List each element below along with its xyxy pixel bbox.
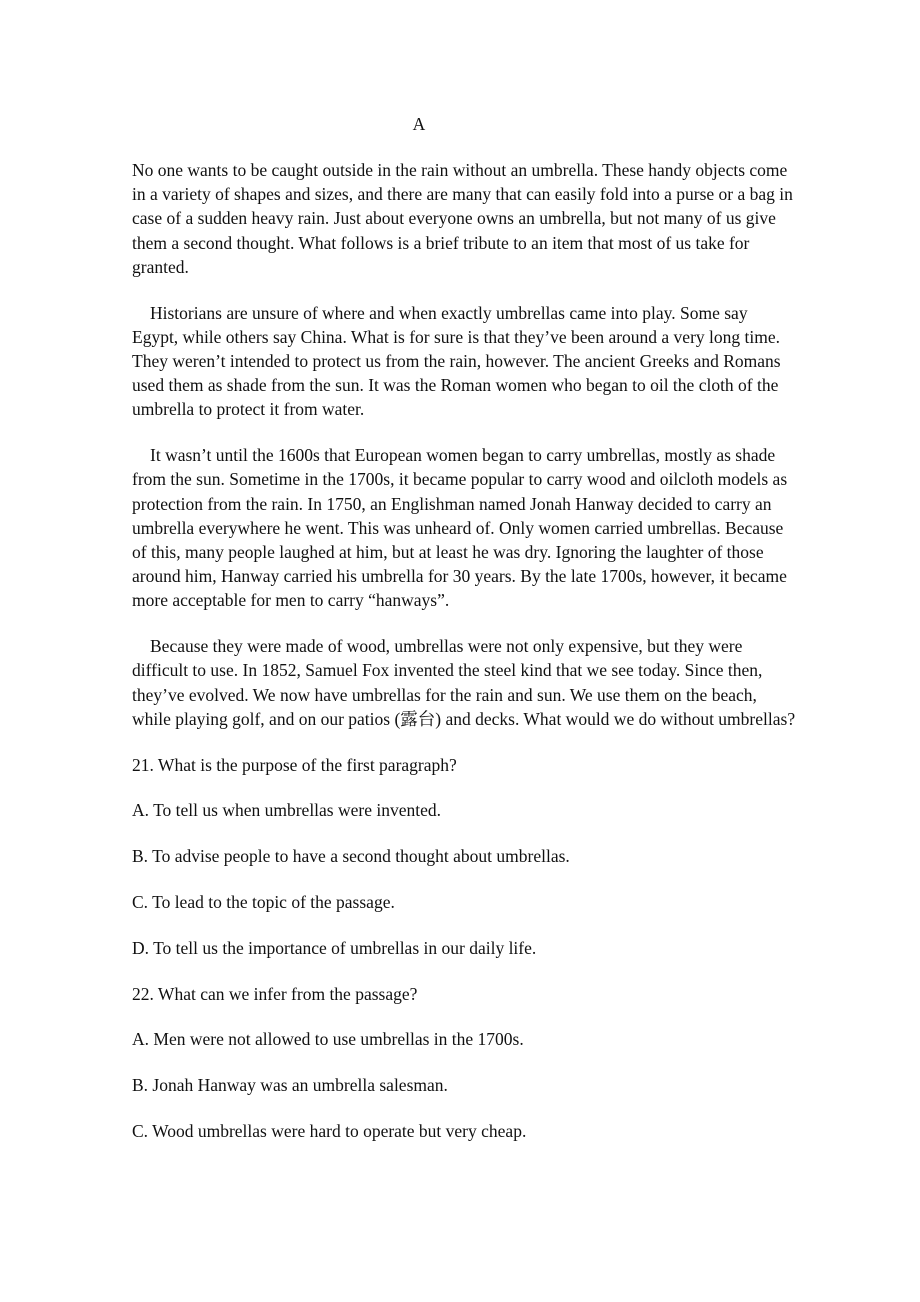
question-stem: 21. What is the purpose of the first paragraph? — [132, 754, 457, 775]
answer-option-b: B. To advise people to have a second thought about umbrellas. — [132, 846, 570, 867]
passage-paragraph-1: No one wants to be caught outside in the rain without an umbrella. These handy objects come in a variety of shapes and sizes, and there are many that can easily fold into a purse or a bag in case of a sudden heavy rain. Just about everyone owns an umbrella, but not many of us give them a second thought. What follows is a brief tribute to an item that most of us take for granted. — [132, 160, 793, 277]
section-heading: A — [412, 114, 426, 134]
answer-option-d: D. To tell us the importance of umbrellas in our daily life. — [132, 937, 537, 958]
passage-paragraph-4: Because they were made of wood, umbrellas were not only expensive, but they were difficult to use. In 1852, Samuel Fox invented the steel kind that we see today. Since then, they’ve evolved. We now have umbrellas for the rain and sun. We use them on the beach, while playing golf, and on our patios (露台) and decks. What would we do without umbrellas? — [132, 636, 796, 729]
document-body — [132, 158, 796, 1165]
question-stem: 22. What can we infer from the passage? — [132, 983, 418, 1004]
answer-option-b: B. Jonah Hanway was an umbrella salesman. — [132, 1075, 448, 1096]
passage-paragraph-3: It wasn’t until the 1600s that European women began to carry umbrellas, mostly as shade from the sun. Sometime in the 1700s, it became popular to carry wood and oilcloth models as protection from the rain. In 1750, an Englishman named Jonah Hanway decided to carry an umbrella everywhere he went. This was unheard of. Only women carried umbrellas. Because of this, many people laughed at him, but at least he was dry. Ignoring the laughter of those around him, Hanway carried his umbrella for 30 years. By the late 1700s, however, it became more acceptable for men to carry “hanways”. — [132, 445, 788, 611]
question-21 — [132, 753, 796, 960]
answer-option-c: C. To lead to the topic of the passage. — [132, 892, 395, 913]
answer-option-a: A. To tell us when umbrellas were invented. — [132, 800, 442, 821]
question-22 — [132, 982, 796, 1144]
passage-paragraph-2: Historians are unsure of where and when exactly umbrellas came into play. Some say Egypt, while others say China. What is for sure is that they’ve been around a very long time. They weren’t intended to protect us from the rain, however. The ancient Greeks and Romans used them as shade from the sun. It was the Roman women who began to oil the cloth of the umbrella to protect it from water. — [132, 302, 781, 420]
answer-option-a: A. Men were not allowed to use umbrellas in the 1700s. — [132, 1029, 524, 1050]
answer-option-c: C. Wood umbrellas were hard to operate but very cheap. — [132, 1121, 527, 1142]
